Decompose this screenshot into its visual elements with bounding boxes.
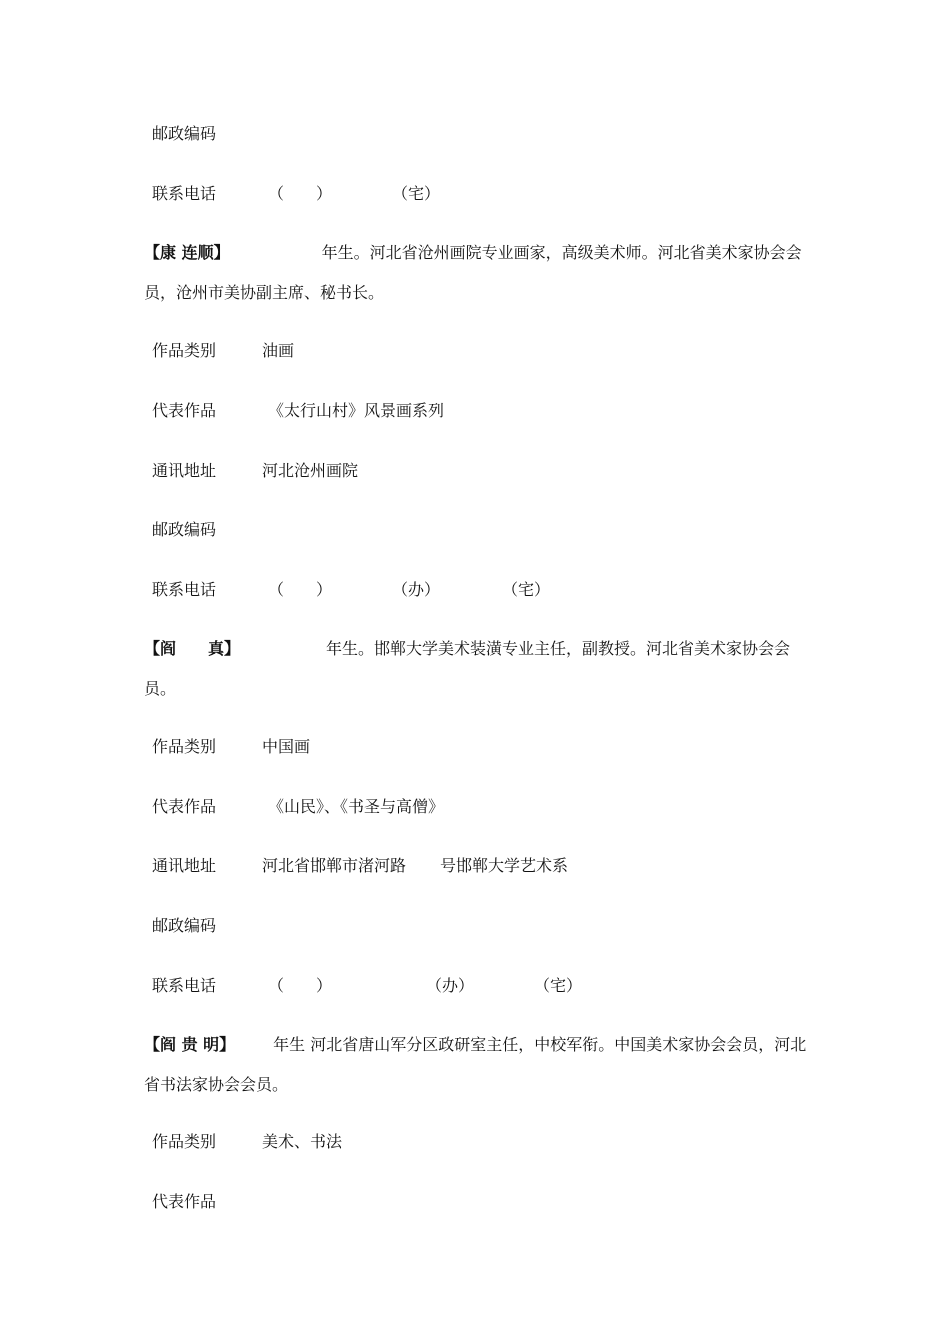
address-label: 通讯地址 <box>152 856 217 875</box>
category-value: 中国画 <box>262 737 311 756</box>
phone-home: （宅） <box>502 580 551 599</box>
address-value: 河北沧州画院 <box>262 461 359 480</box>
phone-home: （宅） <box>534 976 583 995</box>
phone-label: 联系电话 <box>152 184 217 203</box>
phone-office: （办） <box>392 580 441 599</box>
phone-area-code: （ ） <box>268 976 333 995</box>
works-label: 代表作品 <box>152 797 217 816</box>
bio-paragraph <box>144 1025 814 1105</box>
postcode-label: 邮政编码 <box>152 916 217 935</box>
artist-name: 【阎 真】 <box>144 639 241 658</box>
works-value: 《太行山村》风景画系列 <box>268 401 445 420</box>
category-value: 美术、书法 <box>262 1132 343 1151</box>
phone-label: 联系电话 <box>152 976 217 995</box>
phone-area-code: （ ） <box>268 184 333 203</box>
artist-name: 【阎 贵 明】 <box>144 1035 236 1054</box>
postcode-label: 邮政编码 <box>152 124 217 143</box>
category-label: 作品类别 <box>152 341 217 360</box>
artist-bio: 年生。河北省沧州画院专业画家，高级美术师。河北省美术家协会会员，沧州市美协副主席、秘书长。 <box>144 243 802 302</box>
works-label: 代表作品 <box>152 1192 217 1211</box>
phone-label: 联系电话 <box>152 580 217 599</box>
category-value: 油画 <box>262 341 295 360</box>
artist-bio: 年生 河北省唐山军分区政研室主任，中校军衔。中国美术家协会会员，河北省书法家协会会员。 <box>144 1035 807 1094</box>
phone-area-code: （ ） <box>268 580 333 599</box>
phone-home: （宅） <box>392 184 441 203</box>
bio-paragraph <box>144 629 814 709</box>
works-value: 《山民》、《书圣与高僧》 <box>268 797 445 816</box>
address-value-part2: 号邯郸大学艺术系 <box>440 856 569 875</box>
bio-paragraph <box>144 233 814 313</box>
phone-office: （办） <box>426 976 475 995</box>
works-label: 代表作品 <box>152 401 217 420</box>
address-label: 通讯地址 <box>152 461 217 480</box>
address-value-part1: 河北省邯郸市渚河路 <box>262 856 407 875</box>
postcode-label: 邮政编码 <box>152 520 217 539</box>
category-label: 作品类别 <box>152 737 217 756</box>
artist-bio: 年生。邯郸大学美术装潢专业主任，副教授。河北省美术家协会会员。 <box>144 639 791 698</box>
artist-name: 【康 连顺】 <box>144 243 230 262</box>
category-label: 作品类别 <box>152 1132 217 1151</box>
